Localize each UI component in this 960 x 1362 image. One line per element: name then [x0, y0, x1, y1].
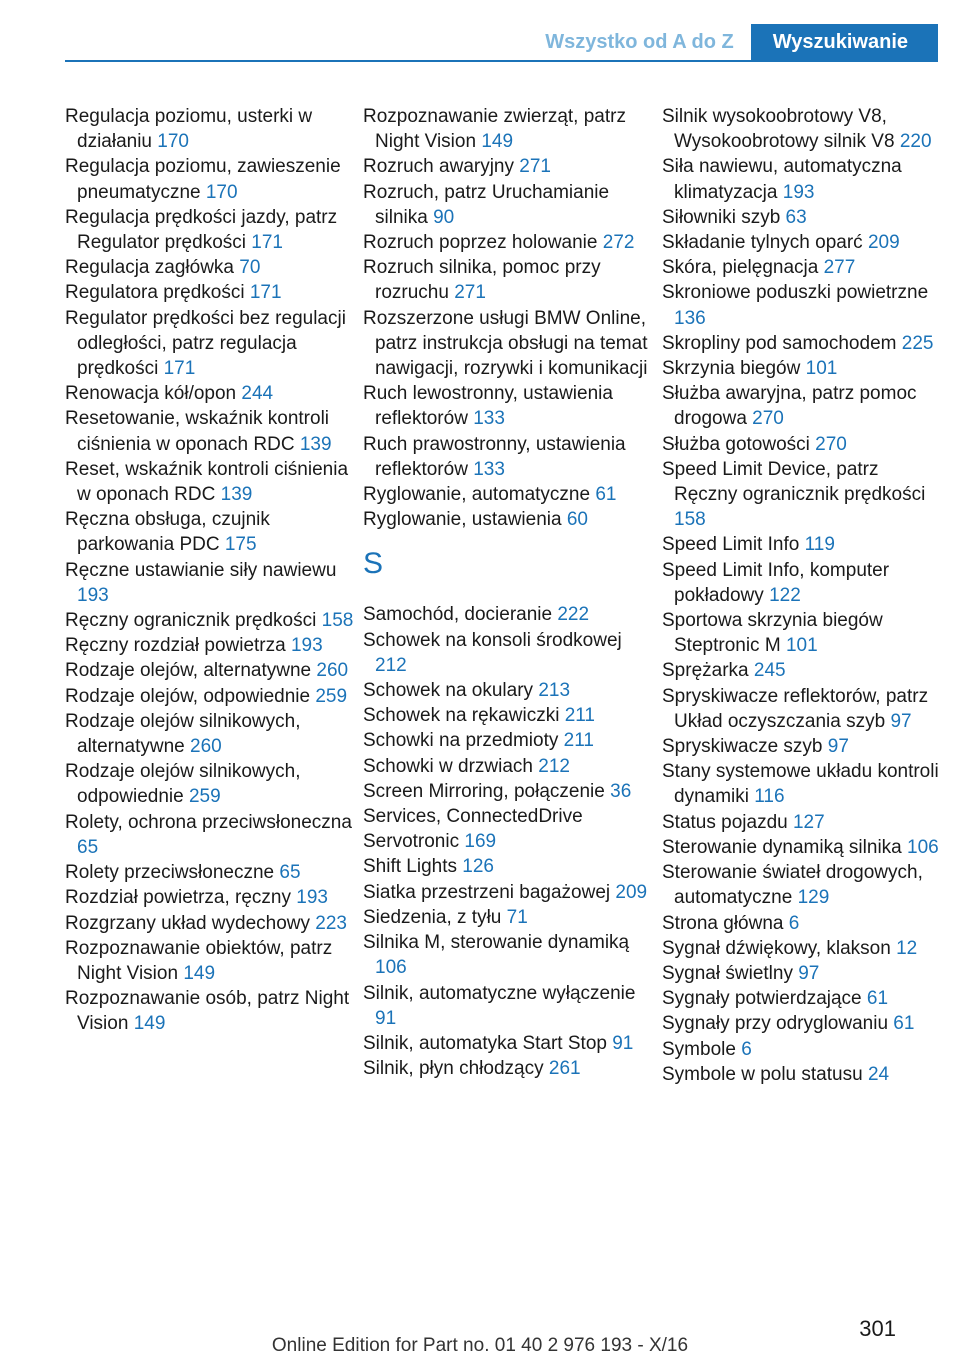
footer-edition: Online Edition for Part no. 01 40 2 976 193 - X/16 [271, 1335, 689, 1356]
index-entry [363, 880, 653, 905]
index-entry [662, 532, 942, 557]
index-entry [363, 1056, 653, 1081]
index-entry-text: Skroniowe poduszki powietrzne [662, 282, 929, 304]
index-entry-text: Spryskiwacze reflektorów, patrz Układ oczyszczania szyb [662, 685, 929, 732]
index-entry [662, 734, 942, 759]
index-entry [662, 205, 942, 230]
index-page-link[interactable]: 116 [754, 786, 785, 808]
tab-search[interactable]: Wyszukiwanie [751, 24, 938, 60]
index-entry-text: Sygnały potwierdzające [662, 988, 862, 1010]
index-page-link[interactable]: 260 [190, 736, 222, 758]
index-entry-text: Sterowanie dynamiką silnika [662, 836, 902, 858]
index-page-link[interactable]: 222 [557, 604, 590, 626]
index-page-link[interactable]: 122 [769, 584, 801, 606]
index-page-link[interactable]: 277 [823, 257, 856, 279]
index-entry [363, 432, 653, 482]
index-entry-text: Reset, wskaźnik kontroli ciśnienia w oponach RDC [65, 458, 349, 506]
index-entry [65, 306, 355, 382]
index-page-link[interactable]: 245 [753, 660, 786, 682]
index-entry [662, 255, 942, 280]
index-entry-text: Skropliny pod samochodem [662, 332, 897, 354]
index-entry [363, 930, 653, 980]
index-page-link[interactable]: 158 [321, 610, 354, 632]
index-page-link[interactable]: 271 [454, 282, 486, 304]
index-entry [662, 658, 942, 683]
index-entry-text: Speed Limit Device, patrz Ręczny ogranicznik prędkości [662, 458, 926, 506]
index-entry [363, 306, 653, 382]
index-page-link[interactable]: 170 [157, 131, 189, 153]
index-page-link[interactable]: 212 [375, 654, 407, 676]
index-entry-text: Resetowanie, wskaźnik kontroli ciśnienia w oponach RDC [65, 408, 330, 455]
index-page-link[interactable]: 133 [473, 408, 505, 430]
index-entry [65, 684, 355, 709]
index-entry [363, 703, 653, 728]
index-entry-text: Schowek na konsoli środkowej [363, 629, 622, 651]
index-entry-text: Rodzaje olejów silnikowych, odpowiednie [65, 761, 301, 808]
index-entry [662, 104, 942, 154]
index-entry-text: Rodzaje olejów, alternatywne [65, 660, 312, 682]
index-entry [662, 432, 942, 457]
index-entry-text: Rolety przeciwsłoneczne [65, 862, 275, 884]
index-page-link[interactable]: 65 [77, 836, 99, 858]
index-entry [65, 936, 355, 986]
index-entry-text: Symbole [662, 1038, 736, 1060]
index-page-link[interactable]: 209 [867, 232, 900, 254]
index-entry-text: Servotronic [363, 831, 460, 853]
index-entry-text: Rozszerzone usługi BMW Online, patrz instrukcja obsługi na temat nawigacji, rozrywki i komunikacji [363, 307, 648, 380]
index-page-link[interactable]: 129 [797, 887, 830, 909]
index-entry [363, 507, 653, 532]
index-entry [65, 154, 355, 204]
index-entry [363, 854, 653, 879]
index-page-link[interactable]: 169 [464, 831, 497, 853]
index-entry-text: Schowek na rękawiczki [363, 705, 560, 727]
index-entry-text: Siatka przestrzeni bagażowej [363, 881, 611, 903]
index-entry [363, 255, 653, 305]
index-page-link[interactable]: 193 [77, 584, 109, 606]
index-entry-text: Rozruch silnika, pomoc przy rozruchu [363, 257, 601, 304]
index-page-link[interactable]: 70 [239, 257, 261, 279]
page-number: 301 [859, 1316, 896, 1341]
index-entry [662, 356, 942, 381]
index-page-link[interactable]: 6 [788, 912, 800, 934]
index-entry-text: Rodzaje olejów silnikowych, alternatywne [65, 710, 301, 758]
index-entry [65, 507, 355, 557]
index-entry-text: Sygnał dźwiękowy, klakson [662, 937, 891, 959]
index-entry [363, 754, 653, 779]
index-entry-text: Samochód, docieranie [363, 604, 553, 626]
index-entry [65, 810, 355, 860]
index-entry [363, 678, 653, 703]
index-entry [662, 1037, 942, 1062]
tab-index[interactable]: Wszystko od A do Z [545, 31, 734, 53]
index-entry-text: Regulacja poziomu, zawieszenie pneumatyczne [65, 156, 341, 203]
index-entry-text: Sterowanie świateł drogowych, automatyczne [662, 862, 923, 909]
index-page-link[interactable]: 133 [473, 458, 505, 480]
index-entry-text: Rozpoznawanie obiektów, patrz Night Vision [65, 937, 333, 984]
index-entry-text: Ruch prawostronny, ustawienia reflektorów [363, 433, 626, 480]
index-entry-text: Speed Limit Info, komputer pokładowy [662, 559, 890, 606]
index-entry [662, 911, 942, 936]
index-entry-text: Skóra, pielęgnacja [662, 257, 819, 279]
index-page-link[interactable]: 24 [867, 1063, 890, 1085]
index-page-link[interactable]: 209 [615, 881, 648, 903]
index-entry-text: Silnik, automatyka Start Stop [363, 1032, 607, 1054]
index-page-link[interactable]: 97 [798, 962, 820, 984]
index-entry-text: Służba gotowości [662, 433, 810, 455]
index-entry-text: Ruch lewostronny, ustawienia reflektorów [363, 383, 613, 430]
index-entry-text: Sportowa skrzynia biegów Steptronic M [662, 610, 883, 657]
index-entry-text: Sprężarka [662, 660, 749, 682]
index-column-2 [363, 104, 653, 1081]
index-entry-text: Regulacja zagłówka [65, 257, 234, 279]
index-page-link[interactable]: 220 [899, 131, 932, 153]
index-entry-text: Siedzenia, z tyłu [363, 906, 502, 928]
index-page-link[interactable]: 97 [827, 736, 849, 758]
index-entry-text: Sygnały przy odryglowaniu [662, 1013, 889, 1035]
index-page-link[interactable]: 101 [785, 635, 818, 657]
index-entry-text: Silnik, płyn chłodzący [363, 1058, 544, 1080]
index-entry-text: Rodzaje olejów, odpowiednie [65, 685, 311, 707]
index-page-link[interactable]: 65 [279, 862, 301, 884]
index-page-link[interactable]: 90 [433, 206, 455, 228]
index-entry [662, 1062, 942, 1087]
index-page-link[interactable]: 272 [602, 232, 635, 254]
index-page-link[interactable]: 171 [251, 232, 283, 254]
index-entry-text: Status pojazdu [662, 811, 788, 833]
index-entry-text: Rolety, ochrona przeciwsłoneczna [65, 811, 352, 833]
index-entry [662, 810, 942, 835]
index-entry [65, 255, 355, 280]
index-entry-text: Stany systemowe układu kontroli dynamiki [662, 761, 939, 808]
index-entry-text: Speed Limit Info [662, 534, 800, 556]
index-page-link[interactable]: 127 [792, 811, 825, 833]
index-entry-text: Siła nawiewu, automatyczna klimatyzacja [662, 156, 902, 203]
index-page-link[interactable]: 175 [224, 534, 257, 556]
index-page-link[interactable]: 193 [782, 181, 815, 203]
index-entry [65, 608, 355, 633]
index-page-link[interactable]: 259 [315, 685, 348, 707]
index-entry [363, 779, 653, 804]
index-entry [65, 986, 355, 1036]
index-entry [363, 905, 653, 930]
index-entry [363, 230, 653, 255]
index-page-link[interactable]: 149 [481, 131, 514, 153]
index-entry-text: Ryglowanie, ustawienia [363, 509, 562, 531]
index-entry [662, 381, 942, 431]
index-entry-text: Rozpoznawanie osób, patrz Night Vision [65, 988, 350, 1035]
index-entry [363, 981, 653, 1031]
index-page-link[interactable]: 149 [183, 962, 216, 984]
index-entry-text: Służba awaryjna, patrz pomoc drogowa [662, 383, 917, 430]
index-entry-text: Rozruch awaryjny [363, 156, 514, 178]
index-entry-text: Silnika M, sterowanie dynamiką [363, 932, 630, 954]
index-page-link[interactable]: 61 [866, 988, 889, 1010]
index-page-link[interactable]: 270 [815, 433, 847, 455]
index-entry [363, 728, 653, 753]
index-page-link[interactable]: 139 [299, 433, 332, 455]
index-page-link[interactable]: 212 [538, 755, 570, 777]
index-entry [65, 860, 355, 885]
index-page-link[interactable]: 139 [220, 484, 253, 506]
index-entry-text: Siłowniki szyb [662, 206, 781, 228]
index-page-link[interactable]: 36 [610, 780, 632, 802]
index-entry [662, 558, 942, 608]
index-entry [65, 759, 355, 809]
index-page-link[interactable]: 213 [538, 680, 571, 702]
header-rule [65, 60, 938, 62]
index-entry [662, 457, 942, 533]
index-page-link[interactable]: 170 [205, 181, 238, 203]
header-tabs [528, 24, 938, 60]
index-page-link[interactable]: 260 [316, 660, 349, 682]
index-entry [363, 628, 653, 678]
index-entry-text: Rozdział powietrza, ręczny [65, 887, 291, 909]
index-entry [65, 558, 355, 608]
index-entry-text: Regulacja poziomu, usterki w działaniu [65, 106, 313, 153]
index-entry [662, 759, 942, 809]
index-entry [363, 804, 653, 829]
index-entry [363, 154, 653, 179]
index-entry [363, 381, 653, 431]
index-entry-text: Schowek na okulary [363, 680, 534, 702]
index-page-link[interactable]: 270 [752, 408, 784, 430]
index-entry [65, 406, 355, 456]
index-entry [65, 633, 355, 658]
index-entry-text: Regulacja prędkości jazdy, patrz Regulator prędkości [65, 206, 338, 254]
index-entry-text: Schowki w drzwiach [363, 755, 533, 777]
index-entry [363, 482, 653, 507]
index-entry-text: Składanie tylnych oparć [662, 232, 863, 254]
index-entry [65, 104, 355, 154]
index-entry-text: Renowacja kół/opon [65, 383, 237, 405]
index-page-link[interactable]: 101 [805, 358, 838, 380]
index-column-3 [662, 104, 942, 1087]
index-entry-text: Ręczny ogranicznik prędkości [65, 610, 317, 632]
index-page-link[interactable]: 171 [249, 282, 282, 304]
index-page-link[interactable]: 106 [907, 836, 939, 858]
index-entry [65, 280, 355, 305]
index-entry [363, 180, 653, 230]
index-page-link[interactable]: 12 [896, 937, 918, 959]
index-entry [662, 936, 942, 961]
index-entry-text: Screen Mirroring, połączenie [363, 780, 605, 802]
index-entry [65, 885, 355, 910]
index-entry-text: Shift Lights [363, 856, 457, 878]
index-entry [662, 280, 942, 330]
index-page-link[interactable]: 126 [462, 856, 494, 878]
index-page-link[interactable]: 63 [785, 206, 807, 228]
index-entry-text: Strona główna [662, 912, 784, 934]
index-entry [662, 331, 942, 356]
index-entry [65, 205, 355, 255]
index-page-link[interactable]: 97 [890, 710, 912, 732]
index-entry-text: Ryglowanie, automatyczne [363, 484, 591, 506]
index-entry [65, 658, 355, 683]
index-entry-text: Rozpoznawanie zwierząt, patrz Night Vision [363, 106, 626, 153]
index-page-link[interactable]: 149 [133, 1013, 166, 1035]
index-page-link[interactable]: 171 [163, 358, 196, 380]
index-page-link[interactable]: 244 [241, 383, 274, 405]
index-page-link[interactable]: 136 [674, 307, 706, 329]
index-page-link[interactable]: 61 [595, 484, 617, 506]
index-entry [363, 1031, 653, 1056]
index-entry [662, 684, 942, 734]
index-page-link[interactable]: 193 [290, 635, 323, 657]
index-entry [65, 381, 355, 406]
index-page-link[interactable]: 91 [375, 1007, 397, 1029]
index-page-link[interactable]: 193 [296, 887, 328, 909]
index-entry [662, 230, 942, 255]
index-entry-text: Services, ConnectedDrive [363, 806, 583, 828]
index-page-link[interactable]: 259 [188, 786, 221, 808]
index-entry-text: Silnik wysokoobrotowy V8, Wysokoobrotowy silnik V8 [662, 106, 895, 153]
index-entry-text: Ręczny rozdział powietrza [65, 635, 286, 657]
index-entry [65, 457, 355, 507]
index-entry [65, 709, 355, 759]
index-entry [662, 835, 942, 860]
index-page-link[interactable]: 261 [548, 1058, 581, 1080]
index-entry [662, 1011, 942, 1036]
index-entry [662, 961, 942, 986]
index-entry-text: Rozruch poprzez holowanie [363, 232, 598, 254]
index-page-link[interactable]: 106 [375, 957, 407, 979]
index-entry [662, 986, 942, 1011]
index-entry [363, 104, 653, 154]
index-page-link[interactable]: 223 [315, 912, 347, 934]
index-entry-text: Skrzynia biegów [662, 358, 801, 380]
index-entry [662, 608, 942, 658]
index-page-link[interactable]: 71 [506, 906, 528, 928]
index-entry-text: Rozruch, patrz Uruchamianie silnika [363, 181, 610, 228]
index-page-link[interactable]: 271 [519, 156, 551, 178]
index-entry-text: Regulator prędkości bez regulacji odległości, patrz regulacja prędkości [65, 307, 346, 380]
section-letter: S [363, 547, 384, 581]
index-entry-text: Schowki na przedmioty [363, 730, 559, 752]
index-page-link[interactable]: 225 [901, 332, 934, 354]
index-entry [662, 860, 942, 910]
index-page-link[interactable]: 61 [893, 1013, 915, 1035]
index-entry-text: Ręczna obsługa, czujnik parkowania PDC [65, 509, 270, 556]
index-page-link[interactable]: 211 [563, 730, 594, 752]
index-entry [65, 911, 355, 936]
index-entry-text: Spryskiwacze szyb [662, 736, 823, 758]
index-page-link[interactable]: 91 [612, 1032, 634, 1054]
index-entry [662, 154, 942, 204]
index-column-1 [65, 104, 355, 1037]
index-entry-text: Rozgrzany układ wydechowy [65, 912, 311, 934]
index-entry [363, 829, 653, 854]
index-page-link[interactable]: 60 [566, 509, 588, 531]
index-page-link[interactable]: 211 [564, 705, 595, 727]
index-entry [363, 602, 653, 627]
index-entry-text: Symbole w polu statusu [662, 1063, 863, 1085]
index-page-link[interactable]: 119 [804, 534, 835, 556]
index-entry-text: Regulatora prędkości [65, 282, 245, 304]
index-page-link[interactable]: 158 [674, 509, 706, 531]
index-entry-text: Ręczne ustawianie siły nawiewu [65, 559, 337, 581]
index-entry-text: Sygnał świetlny [662, 962, 793, 984]
index-page-link[interactable]: 6 [741, 1038, 752, 1060]
index-entry-text: Silnik, automatyczne wyłączenie [363, 982, 636, 1004]
